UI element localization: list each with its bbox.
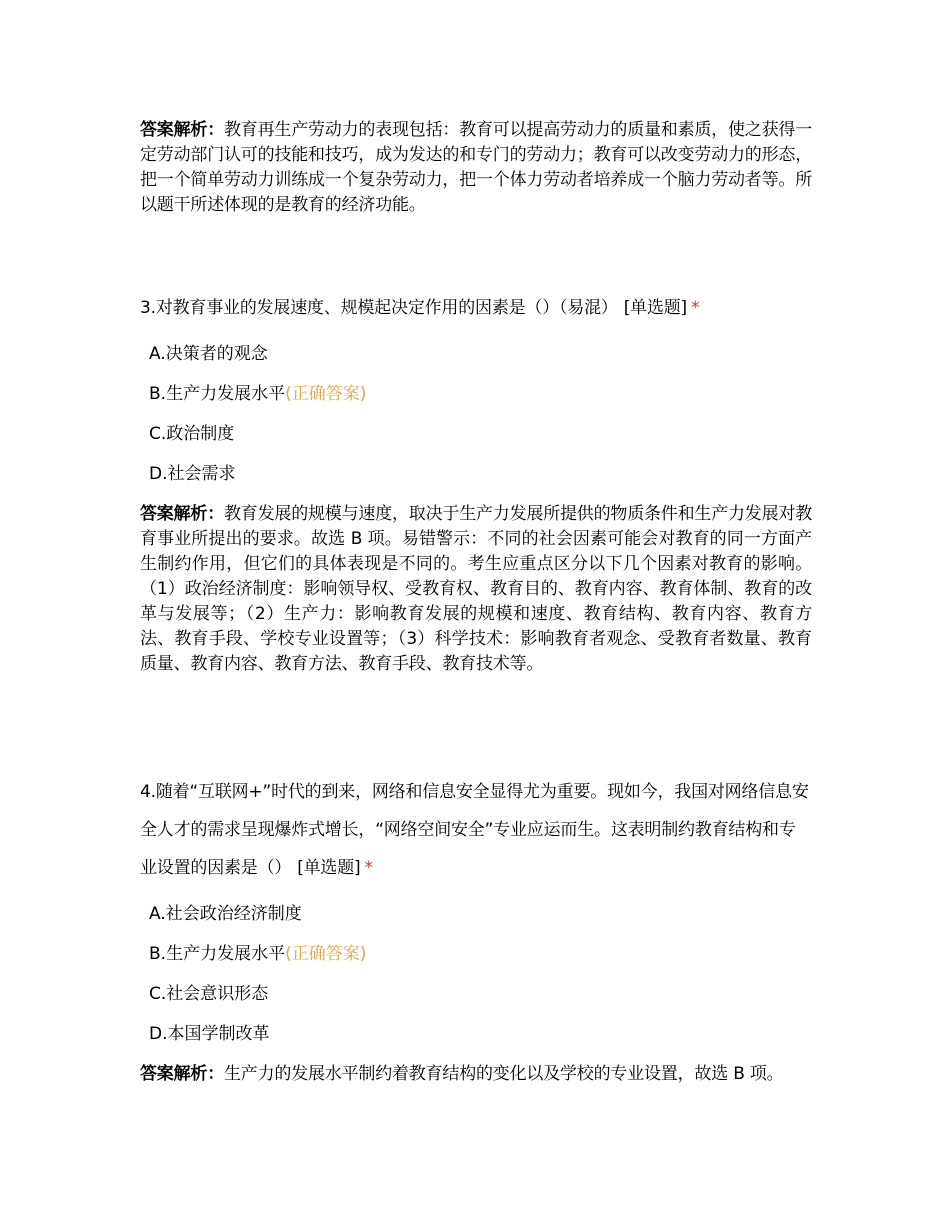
answer-analysis-block-1 — [140, 118, 812, 218]
required-star-icon: * — [690, 298, 700, 318]
analysis-text: 生产力的发展水平制约着教育结构的变化以及学校的专业设置，故选 B 项。 — [224, 1064, 784, 1084]
question-3-text: 3.对教育事业的发展速度、规模起决定作用的因素是（）（易混） — [140, 298, 618, 318]
question-4-options — [149, 894, 809, 1054]
analysis-label: 答案解析： — [140, 1064, 224, 1084]
answer-analysis-block-3 — [140, 502, 812, 677]
required-star-icon: * — [364, 858, 373, 878]
question-3-title — [140, 295, 812, 321]
option-a[interactable] — [149, 894, 809, 934]
question-3-options — [149, 334, 809, 494]
question-type-tag: [单选题] — [297, 858, 361, 878]
option-d[interactable] — [149, 454, 809, 494]
analysis-label: 答案解析： — [140, 504, 224, 524]
option-d[interactable] — [149, 1014, 809, 1054]
option-text: B.生产力发展水平 — [149, 944, 286, 964]
analysis-text: 教育发展的规模与速度，取决于生产力发展所提供的物质条件和生产力发展对教育事业所提出的要求。故选 B 项。易错警示：不同的社会因素可能会对教育的同一方面产生制约作用，但它们的具体表现是不同的。考生应重点区分以下几个因素对教育的影响。（1）政治经济制度：影响领导权、受教育权、教育目的、教育内容、教育体制、教育的改革与发展等；（2）生产力：影响教育发展的规模和速度、教育结构、教育内容、教育方法、教育手段、学校专业设置等；（3）科学技术：影响教育者观念、受教育者数量、教育质量、教育内容、教育方法、教育手段、教育技术等。 — [140, 504, 812, 674]
correct-answer-mark: (正确答案) — [285, 944, 367, 964]
option-text: D.本国学制改革 — [149, 1024, 270, 1044]
question-4-text: 4.随着“互联网+”时代的到来，网络和信息安全显得尤为重要。现如今，我国对网络信息安全人才的需求呈现爆炸式增长，“网络空间安全”专业应运而生。这表明制约教育结构和专业设置的因素是（） — [140, 782, 809, 878]
option-c[interactable] — [149, 414, 809, 454]
correct-answer-mark: (正确答案) — [285, 384, 367, 404]
option-text: D.社会需求 — [149, 464, 236, 484]
option-b[interactable] — [149, 934, 809, 974]
question-4-title — [140, 773, 812, 887]
option-text: A.决策者的观念 — [149, 344, 268, 364]
option-text: A.社会政治经济制度 — [149, 904, 302, 924]
option-c[interactable] — [149, 974, 809, 1014]
analysis-label: 答案解析： — [140, 120, 224, 140]
option-b[interactable] — [149, 374, 809, 414]
answer-analysis-block-4 — [140, 1062, 812, 1087]
option-text: B.生产力发展水平 — [149, 384, 286, 404]
option-text: C.政治制度 — [149, 424, 235, 444]
question-type-tag: [单选题] — [623, 298, 687, 318]
analysis-text: 教育再生产劳动力的表现包括：教育可以提高劳动力的质量和素质，使之获得一定劳动部门认可的技能和技巧，成为发达的和专门的劳动力；教育可以改变劳动力的形态，把一个简单劳动力训练成一个复杂劳动力，把一个体力劳动者培养成一个脑力劳动者等。所以题干所述体现的是教育的经济功能。 — [140, 120, 812, 215]
option-text: C.社会意识形态 — [149, 984, 269, 1004]
option-a[interactable] — [149, 334, 809, 374]
